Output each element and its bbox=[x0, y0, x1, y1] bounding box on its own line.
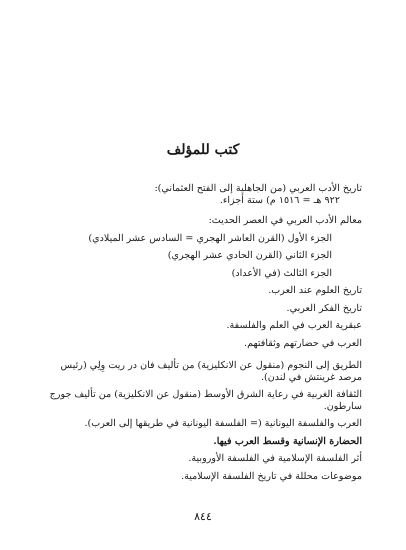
list-item: تاريخ العلوم عند العرب. bbox=[268, 285, 362, 296]
list-item: ٩٢٢ هـ = ١٥١٦ م) ستة أجزاء. bbox=[219, 194, 340, 206]
list-item: الثقافة الغربية في رعاية الشرق الأوسط (منقول عن الانكليزية) من تأليف جورج سارطون. bbox=[49, 389, 362, 412]
list-item: معالم الأدب العربي في العصر الحديث: bbox=[208, 215, 362, 226]
list-item: الجزء الأول (القرن العاشر الهجري = السادس عشر الميلادي) bbox=[88, 232, 332, 244]
book-list bbox=[40, 183, 362, 482]
list-item: العرب والفلسفة اليونانية (= الفلسفة اليونانية في طريقها إلى العرب). bbox=[84, 418, 362, 429]
list-item: الجزء الثاني (القرن الحادي عشر الهجري) bbox=[167, 250, 332, 261]
list-item: تاريخ الأدب العربي (من الجاهلية إلى الفتح العثماني): bbox=[154, 183, 362, 194]
list-item: تاريخ الفكر العربي. bbox=[286, 302, 362, 314]
page-number: ٨٤٤ bbox=[194, 510, 212, 523]
list-item: أثر الفلسفة الإسلامية في الفلسفة الأوروبية. bbox=[188, 453, 362, 464]
list-item: العرب في حضارتهم وثقافتهم. bbox=[244, 337, 362, 349]
list-item: عبقرية العرب في العلم والفلسفة. bbox=[226, 320, 362, 331]
list-item: الطريق إلى النجوم (منقول عن الانكليزية) من تأليف فان در ريت وِلِي (رئيس مرصد غرينتش في لندن). bbox=[60, 360, 362, 383]
page-heading: كتب للمؤلف bbox=[166, 142, 240, 158]
list-item: الحضارة الإنسانية وقسط العرب فيها. bbox=[213, 435, 362, 447]
list-item: موضوعات محللة في تاريخ الفلسفة الإسلامية. bbox=[181, 470, 362, 482]
list-item: الجزء الثالث (في الأعداد) bbox=[231, 267, 332, 279]
